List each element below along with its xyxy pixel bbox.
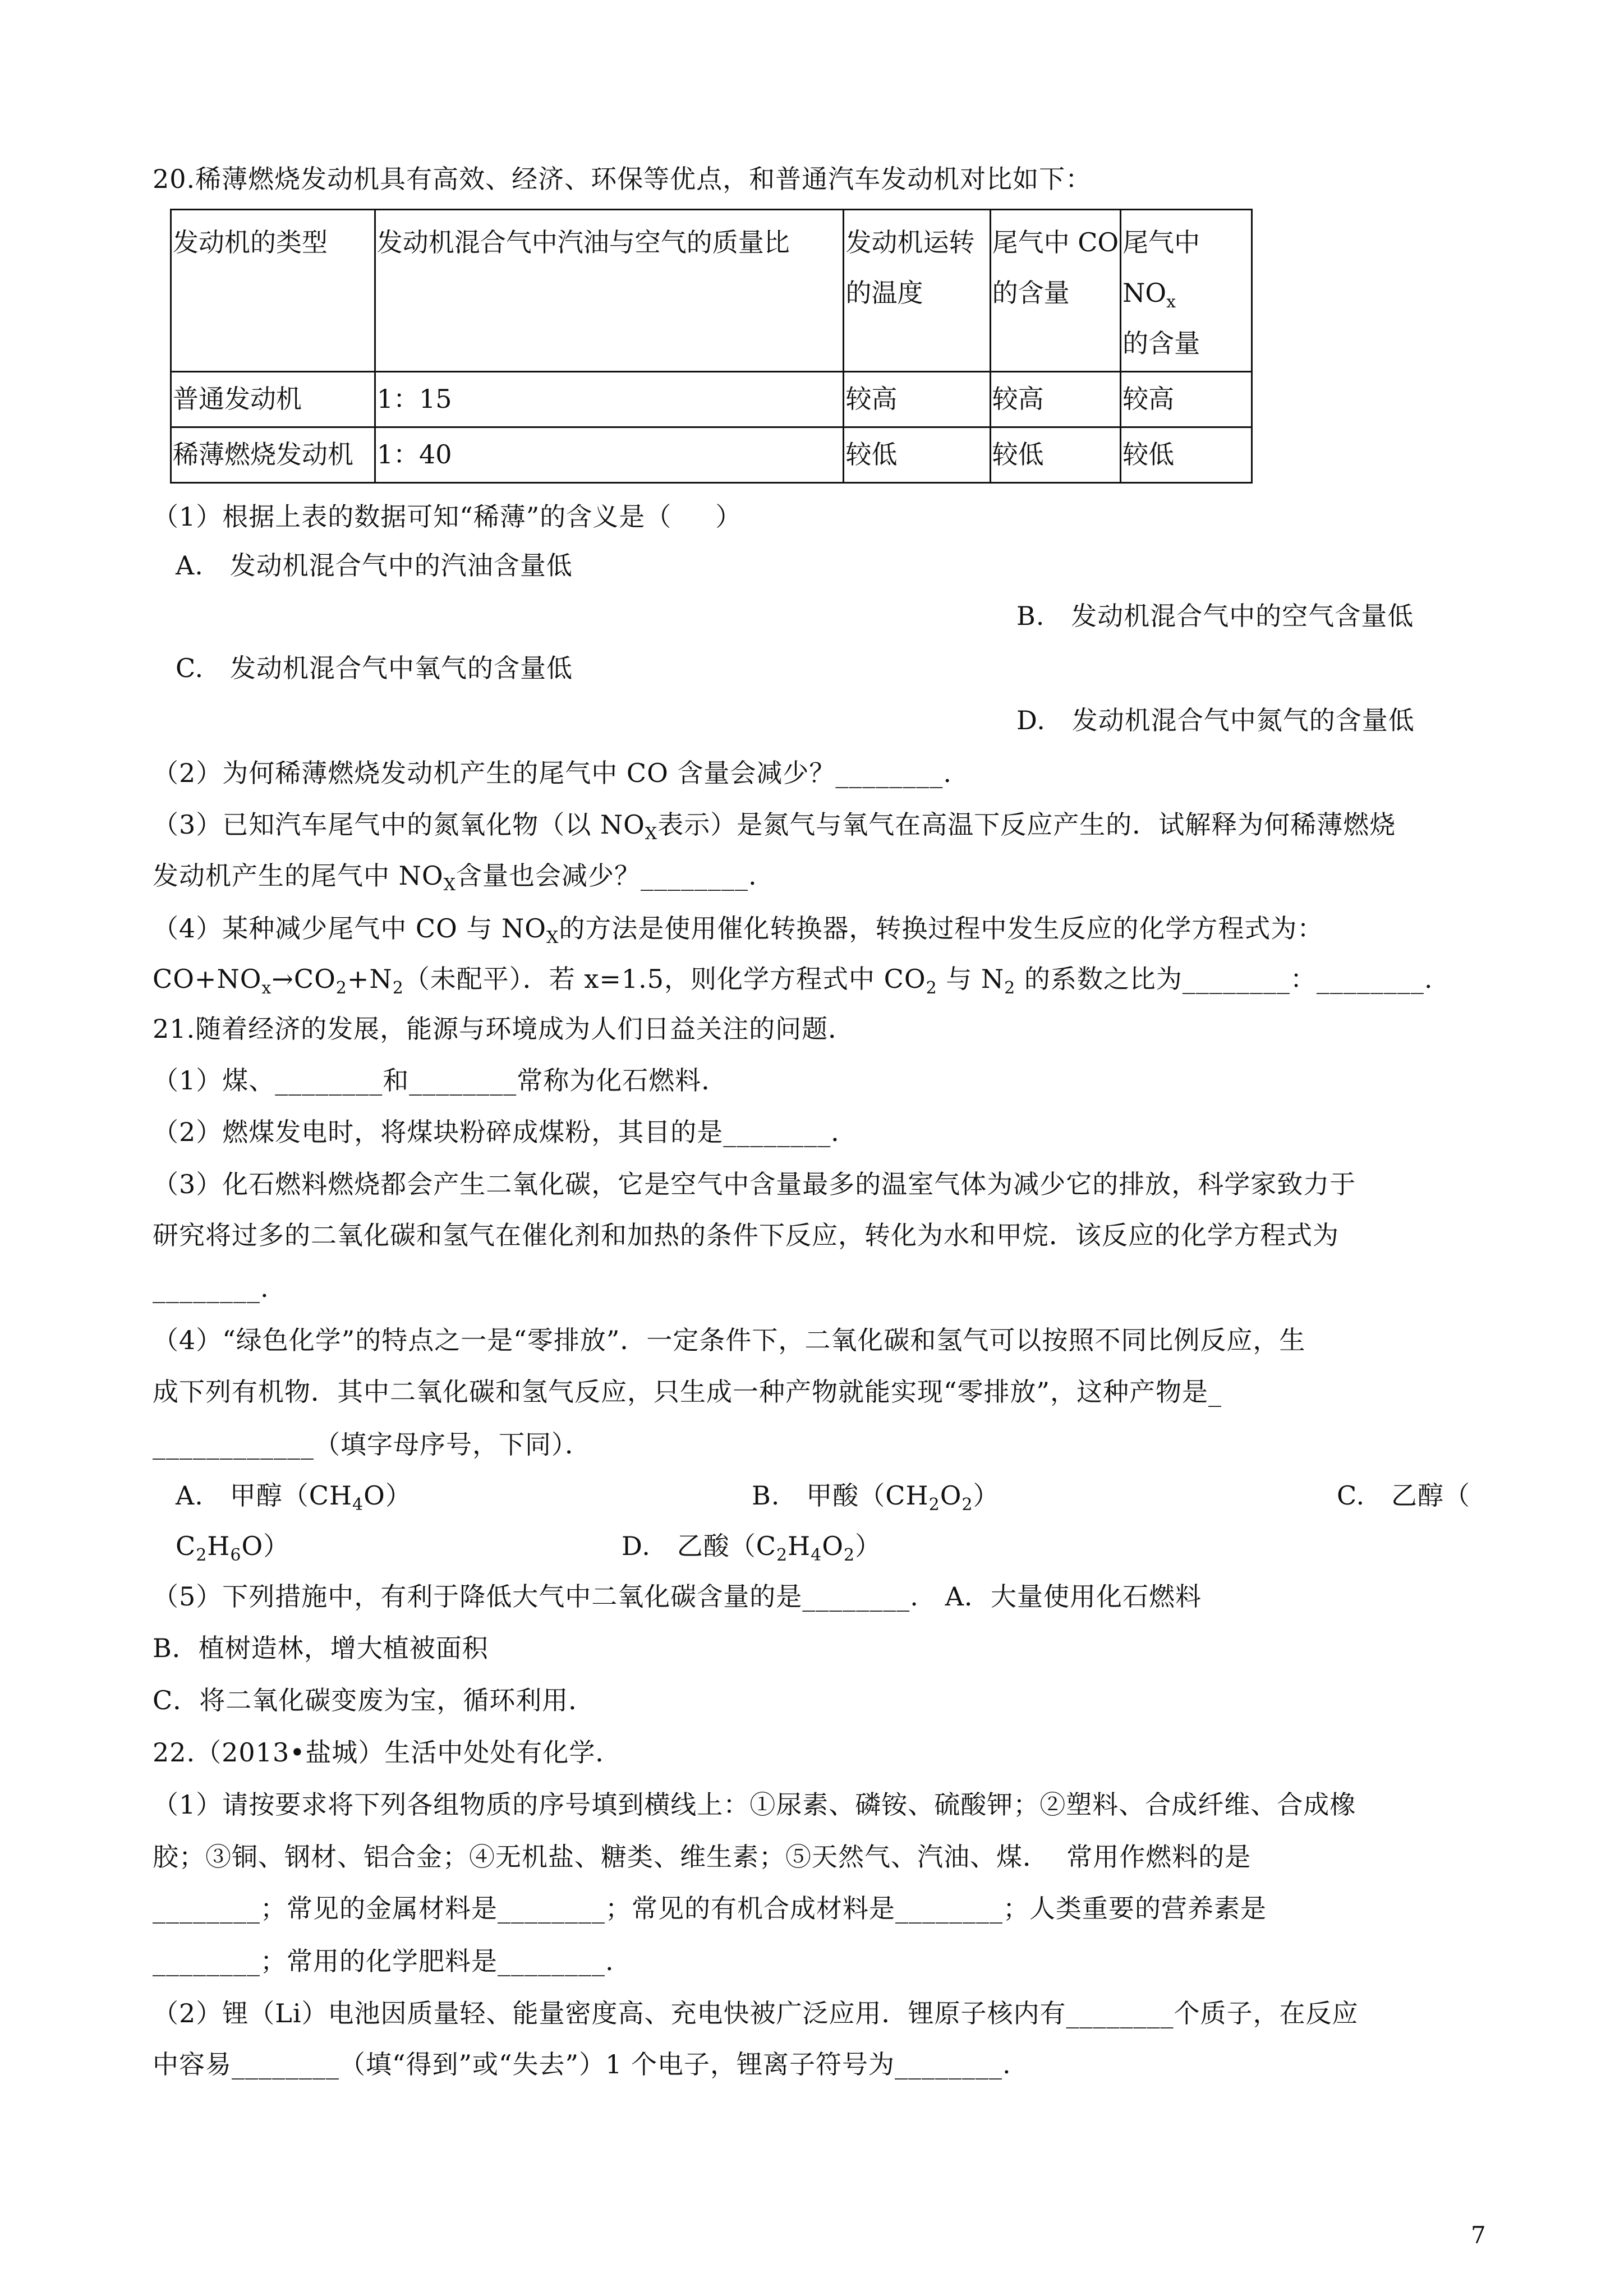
table-cell: 1：15	[375, 372, 844, 427]
table-header-cell: 发动机的类型	[171, 210, 375, 372]
q22-part2-line2: 中容易________（填“得到”或“失去”）1 个电子，锂离子符号为________.	[153, 2049, 1011, 2079]
q20-part4-equation: $CO+NO_x\to CO_2+N_2$（未配平）．若 x=1.5，则化学方程式中 $CO_2$ 与 $N_2$ 的系数之比为________：________.	[153, 964, 1433, 998]
q20-option-a: A. 发动机混合气中的汽油含量低	[176, 550, 573, 581]
table-row	[171, 372, 1252, 427]
table-cell: 较高	[844, 372, 990, 427]
q21-part5-option-c: C．将二氧化碳变废为宝，循环利用．	[153, 1685, 595, 1715]
table-cell: 较低	[844, 427, 990, 483]
q21-part4-line1: （4）“绿色化学”的特点之一是“零排放”．一定条件下，二氧化碳和氢气可以按照不同比例反应，生	[153, 1325, 1306, 1355]
q20-option-d: D. 发动机混合气中氮气的含量低	[1016, 705, 1415, 735]
engine-comparison-table	[170, 209, 1253, 484]
table-row	[171, 427, 1252, 483]
table-cell: 稀薄燃烧发动机	[171, 427, 375, 483]
q21-option-b: B. 甲酸$(CH_2O_2)$	[752, 1480, 1000, 1515]
q20-part1: （1）根据上表的数据可知“稀薄”的含义是（ ）	[153, 501, 742, 532]
q20-intro: 20.稀薄燃烧发动机具有高效、经济、环保等优点，和普通汽车发动机对比如下：	[153, 164, 1092, 194]
q20-option-b: B. 发动机混合气中的空气含量低	[1016, 601, 1414, 631]
q21-part1: （1）煤、________和________常称为化石燃料．	[153, 1065, 728, 1096]
table-cell: 普通发动机	[171, 372, 375, 427]
q22-part1-line1: （1）请按要求将下列各组物质的序号填到横线上：①尿素、磷铵、硫酸钾；②塑料、合成纤维、合成橡	[153, 1789, 1356, 1820]
q21-part3-line3: ________.	[153, 1273, 269, 1303]
q20-part3-line1: （3）已知汽车尾气中的氮氧化物（以 $NO_X$表示）是氮气与氧气在高温下反应产生的．试解释为何稀薄燃烧	[153, 809, 1396, 844]
q21-part3-line2: 研究将过多的二氧化碳和氢气在催化剂和加热的条件下反应，转化为水和甲烷．该反应的化学方程式为	[153, 1220, 1339, 1250]
q22-intro: 22.（2013•盐城）生活中处处有化学．	[153, 1737, 622, 1768]
page-number: 7	[1471, 2221, 1486, 2249]
q21-part4-line3: ____________（填字母序号，下同）．	[153, 1429, 591, 1460]
table-header-cell: 尾气中 CO 的含量	[990, 210, 1121, 372]
q20-option-c: C. 发动机混合气中氧气的含量低	[176, 653, 573, 683]
table-header-cell: 尾气中 $NO_x$ 的含量	[1121, 210, 1252, 372]
table-cell: 较低	[1121, 427, 1252, 483]
q21-option-c: C. 乙醇（	[1337, 1480, 1471, 1511]
q21-option-c-formula: $C_2H_6O$）	[176, 1531, 290, 1565]
table-header-row	[171, 210, 1252, 372]
q21-part5-option-b: B．植树造林，增大植被面积	[153, 1633, 489, 1663]
q21-option-d: D. 乙酸$(C_2H_4O_2)$	[622, 1531, 882, 1565]
table-cell: 较低	[990, 427, 1121, 483]
q21-part2: （2）燃煤发电时，将煤块粉碎成煤粉，其目的是________．	[153, 1117, 858, 1147]
q21-part3-line1: （3）化石燃料燃烧都会产生二氧化碳，它是空气中含量最多的温室气体为减少它的排放，科学家致力于	[153, 1169, 1356, 1199]
q20-part4-line1: （4）某种减少尾气中 CO 与 $NO_X$的方法是使用催化转换器，转换过程中发生反应的化学方程式为：	[153, 913, 1324, 947]
q22-part1-line3: ________；常见的金属材料是________；常见的有机合成材料是________；人类重要的营养素是	[153, 1893, 1267, 1924]
q21-part5: （5）下列措施中，有利于降低大气中二氧化碳含量的是________. A．大量使用化石燃料	[153, 1581, 1202, 1612]
table-header-cell: 发动机混合气中汽油与空气的质量比	[375, 210, 844, 372]
q21-intro: 21.随着经济的发展，能源与环境成为人们日益关注的问题．	[153, 1014, 855, 1044]
q21-part4-line2: 成下列有机物．其中二氧化碳和氢气反应，只生成一种产物就能实现“零排放”，这种产物是_	[153, 1377, 1222, 1407]
q22-part1-line2: 胶；③铜、钢材、铝合金；④无机盐、糖类、维生素；⑤天然气、汽油、煤． 常用作燃料的是	[153, 1842, 1252, 1872]
table-cell: 较高	[1121, 372, 1252, 427]
table-header-cell: 发动机运转 的温度	[844, 210, 990, 372]
q20-part3-line2: 发动机产生的尾气中 $NO_X$含量也会减少？________.	[153, 861, 757, 895]
q22-part2-line1: （2）锂（Li）电池因质量轻、能量密度高、充电快被广泛应用．锂原子核内有________个质子，在反应	[153, 1998, 1359, 2028]
table-cell: 较高	[990, 372, 1121, 427]
table-cell: 1：40	[375, 427, 844, 483]
q20-part2: （2）为何稀薄燃烧发动机产生的尾气中 CO 含量会减少？________.	[153, 758, 953, 788]
q22-part1-line4: ________；常用的化学肥料是________.	[153, 1946, 614, 1976]
q21-option-a: A. 甲醇$(CH_4O)$	[176, 1480, 412, 1515]
